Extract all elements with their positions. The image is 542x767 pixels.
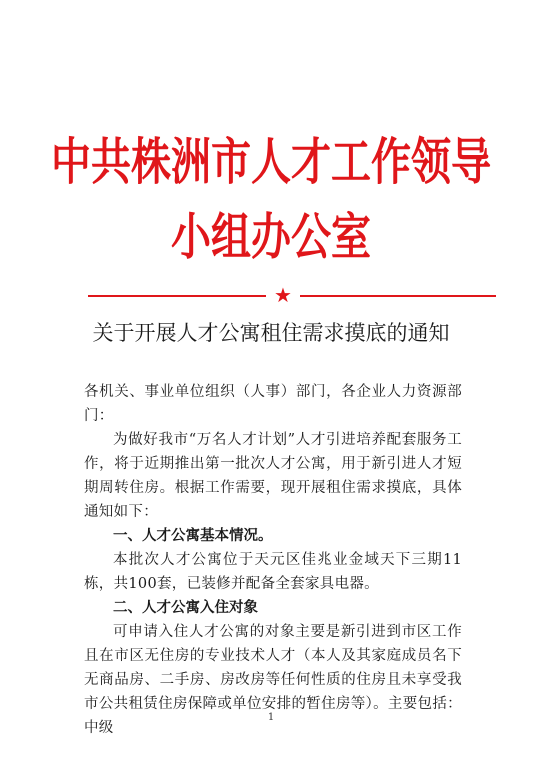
document-body	[84, 380, 462, 740]
section-2-heading: 二、人才公寓入住对象	[113, 600, 258, 616]
divider-line-right	[300, 295, 496, 297]
star-icon: ★	[274, 283, 292, 307]
section-1-text: 本批次人才公寓位于天元区佳兆业金域天下三期11栋，共100套，已装修并配备全套家具电器。	[84, 552, 462, 592]
document-title: 关于开展人才公寓租住需求摸底的通知	[92, 321, 450, 345]
org-header: 中共株洲市人才工作领导小组办公室	[51, 133, 491, 267]
section-2-text: 可申请入住人才公寓的对象主要是新引进到市区工作且在市区无住房的专业技术人才（本人及其家庭成员名下无商品房、二手房、房改房等任何性质的住房且未享受我市公共租赁住房保障或单位安排的暂住房等）。主要包括：中级	[84, 624, 462, 736]
divider-line-left	[88, 295, 266, 297]
salutation: 各机关、事业单位组织（人事）部门，各企业人力资源部门：	[84, 384, 462, 424]
page-number: 1	[267, 712, 275, 723]
section-1-heading: 一、人才公寓基本情况。	[113, 528, 273, 544]
header-divider	[88, 283, 498, 307]
intro-paragraph: 为做好我市“万名人才计划”人才引进培养配套服务工作，将于近期推出第一批次人才公寓，用于新引进人才短期周转住房。根据工作需要，现开展租住需求摸底，具体通知如下：	[84, 432, 462, 520]
